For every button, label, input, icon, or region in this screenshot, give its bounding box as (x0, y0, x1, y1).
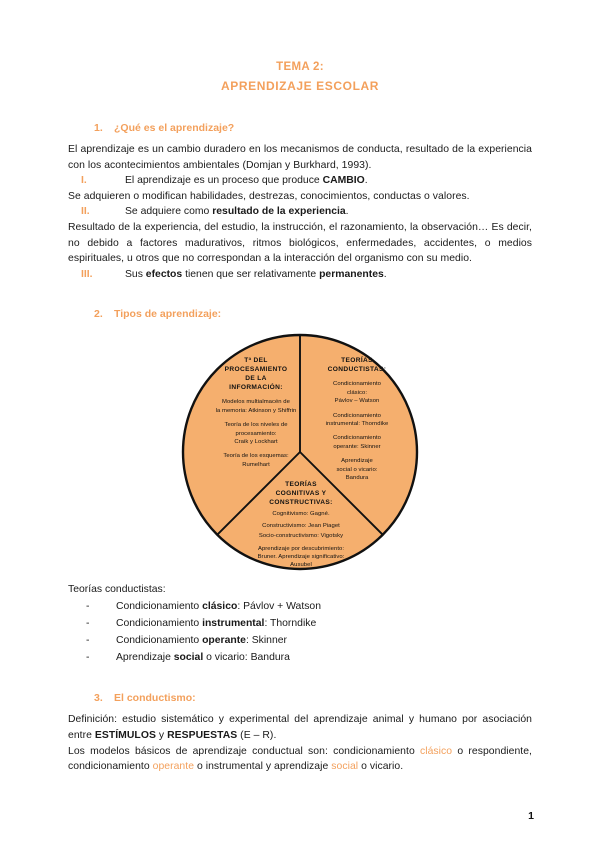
section-3-heading (94, 690, 532, 706)
list-item-text: Condicionamiento instrumental: Thorndike (116, 618, 317, 630)
section-2-heading (94, 306, 532, 322)
conductistas-list-intro: Teorías conductistas: (68, 584, 166, 596)
roman-item-ii-text: Se adquiere como resultado de la experiencia. (125, 206, 349, 218)
sector-conductistas-entry-1: Condicionamiento clásico: Pávlov – Watson (333, 381, 381, 405)
page-number: 1 (528, 810, 534, 822)
section-1-title: ¿Qué es el aprendizaje? (114, 122, 235, 134)
section-2-number: 2. (94, 308, 103, 321)
sector-conductistas-entry-2: Condicionamiento instrumental: Thorndike (325, 412, 389, 427)
sector-conductistas-entry-3: Condicionamiento operante: Skinner (333, 435, 381, 450)
list-item-text: Condicionamiento clásico: Pávlov + Watson (116, 601, 321, 613)
sector-cognitivas-entry-3: Socio-constructivismo: Vigotsky (258, 533, 344, 540)
title-line-1: TEMA 2: (276, 61, 324, 73)
sector-cognitivas-entry-2: Constructivismo: Jean Piaget (262, 522, 340, 529)
page-content (68, 58, 532, 775)
roman-item-iii (81, 267, 532, 283)
accent-social: social (331, 761, 359, 773)
roman-item-i (81, 173, 532, 189)
diagram-svg (180, 332, 420, 572)
section-3-title: El conductismo: (114, 692, 196, 705)
section-3-definition: Definición: estudio sistemático y experimental del aprendizaje animal y humano por asociación entre ESTÍMULOS y RESPUESTAS (E – R). (68, 714, 532, 741)
list-item (86, 632, 532, 649)
list-bullet: - (86, 652, 90, 664)
list-bullet: - (86, 618, 90, 630)
list-bullet: - (86, 635, 90, 647)
learning-theories-diagram (68, 332, 532, 572)
page-title (68, 58, 532, 96)
roman-numeral-ii: II. (81, 206, 90, 218)
roman-numeral-i: I. (81, 175, 87, 187)
section-1-intro: El aprendizaje es un cambio duradero en los mecanismos de conducta, resultado de la experiencia con los acontecimientos ambientales (Domjan y Burkhard, 1993). (68, 144, 532, 171)
section-1-note-i: Se adquieren o modifican habilidades, destrezas, conocimientos, conductas o valores. (68, 190, 470, 202)
list-item-text: Condicionamiento operante: Skinner (116, 635, 287, 647)
sector-cognitivas-title: TEORÍAS COGNITIVAS Y CONSTRUCTIVAS: (269, 481, 333, 507)
sector-cognitivas-entry-1: Cognitivismo: Gagné. (272, 511, 330, 518)
roman-numeral-iii: III. (81, 268, 93, 280)
accent-operante: operante (152, 761, 195, 773)
sector-informacion-title: Tª DEL PROCESAMIENTO DE LA INFORMACIÓN: (224, 357, 288, 392)
sector-informacion-entry-2: Teoría de los niveles de procesamiento: Craik y Lockhart (224, 422, 288, 445)
sector-conductistas-entry-4: Aprendizaje social o vicario: Bandura (336, 458, 378, 481)
section-1-heading (94, 120, 532, 136)
list-item (86, 598, 532, 615)
sector-conductistas-title: TEORÍAS CONDUCTISTAS: (327, 357, 387, 374)
title-line-2: APRENDIZAJE ESCOLAR (220, 79, 380, 93)
list-item-text: Aprendizaje social o vicario: Bandura (116, 652, 290, 664)
list-item (86, 615, 532, 632)
sector-informacion-entry-3: Teoría de los esquemas: Rumelhart (223, 453, 289, 468)
section-1-note-ii: Resultado de la experiencia, del estudio, la instrucción, el razonamiento, la observación… Es decir, no debido a factores madurativos, ritmos biológicos, enfermedades, accidentes, o medios espirituales, u otros que no correspondan a la interacción del organismo con su medio. (68, 221, 532, 265)
roman-item-iii-text: Sus efectos tienen que ser relativamente permanentes. (125, 268, 387, 280)
section-1-number: 1. (94, 122, 103, 134)
diagram-canvas (180, 332, 420, 572)
section-3-number: 3. (94, 692, 103, 705)
list-item (86, 649, 532, 666)
roman-item-i-text: El aprendizaje es un proceso que produce CAMBIO. (125, 175, 368, 187)
list-bullet: - (86, 601, 90, 613)
conductistas-list (68, 598, 532, 666)
sector-cognitivas-entry-4: Aprendizaje por descubrimiento: Bruner. Aprendizaje significativo: Ausubel (257, 545, 345, 569)
section-3-models: Los modelos básicos de aprendizaje conductual son: condicionamiento clásico o respondiente, condicionamiento operante o instrumental y aprendizaje social o vicario. (68, 745, 532, 773)
section-2-title: Tipos de aprendizaje: (114, 308, 222, 321)
accent-clasico: clásico (420, 745, 453, 757)
sector-informacion-entry-1: Modelos multialmacén de la memoria: Atkinson y Shiffrin (215, 399, 297, 414)
roman-item-ii (81, 204, 532, 220)
